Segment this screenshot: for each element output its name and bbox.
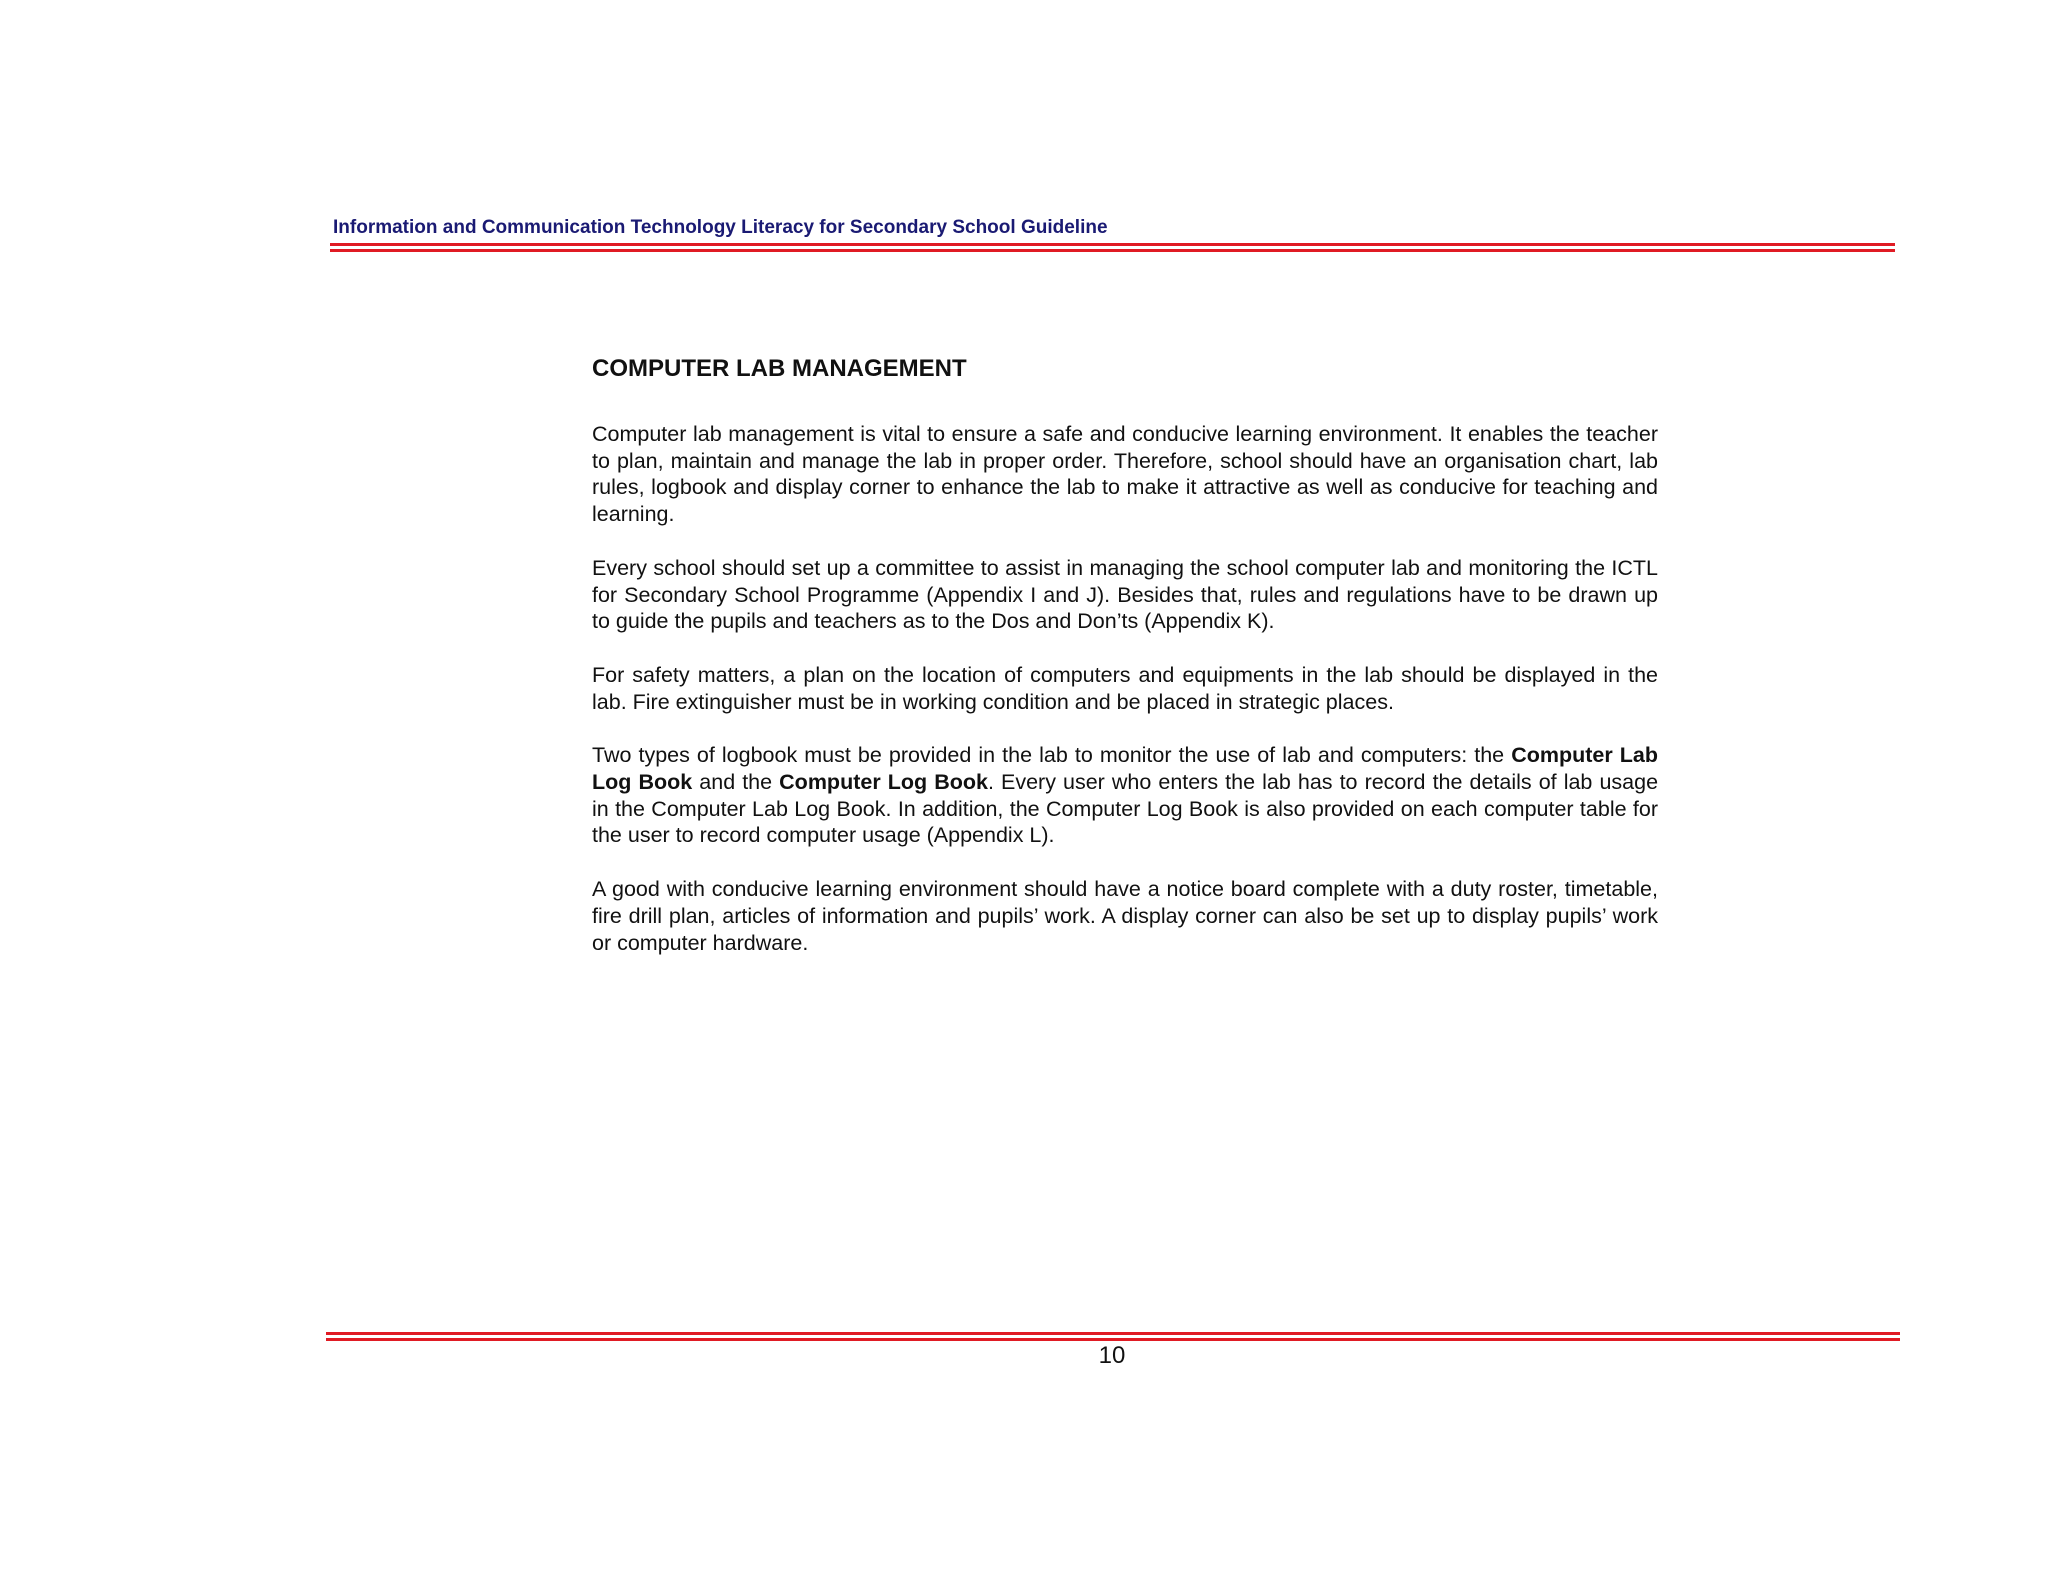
paragraph-2: Every school should set up a committee to assist in managing the school computer lab and monitoring the ICTL for Secondary School Programme (Appendix I and J). Besides that, rules and regulations have to be drawn up to guide the pupils and teachers as to the Dos and Don’ts (Appendix K). <box>592 555 1658 634</box>
running-header: Information and Communication Technology Literacy for Secondary School Guideline <box>333 217 1108 238</box>
header-rule-line-1 <box>330 243 1895 246</box>
header-rule-line-2 <box>330 249 1895 252</box>
paragraph-4-text-b: and the <box>692 770 780 795</box>
footer-double-rule <box>326 1332 1900 1342</box>
paragraph-1: Computer lab management is vital to ensure a safe and conducive learning environment. It enables the teacher to plan, maintain and manage the lab in proper order. Therefore, school should have an organisation chart, lab rules, logbook and display corner to enhance the lab to make it attractive as well as conducive for teaching and learning. <box>592 422 1658 527</box>
computer-log-book-term: Computer Log Book <box>779 770 988 795</box>
paragraph-4 <box>592 742 1658 849</box>
section-heading: COMPUTER LAB MANAGEMENT <box>592 355 967 382</box>
computer-lab-log-book-term: Computer Lab Log Book <box>592 743 1659 795</box>
page-number: 10 <box>1098 1342 1126 1369</box>
page-content <box>592 354 1658 983</box>
footer-rule-line-1 <box>326 1332 1900 1335</box>
paragraph-4-text-c: . Every user who enters the lab has to record the details of lab usage in the Computer Lab Log Book. In addition, the Computer Log Book is also provided on each computer table for the user to record computer usage (Appendix L). <box>592 770 1659 848</box>
header-double-rule <box>330 243 1895 253</box>
paragraph-4-text-a: Two types of logbook must be provided in the lab to monitor the use of lab and computers: the <box>592 743 1512 768</box>
paragraph-5: A good with conducive learning environment should have a notice board complete with a duty roster, timetable, fire drill plan, articles of information and pupils’ work. A display corner can also be set up to display pupils’ work or computer hardware. <box>592 877 1658 955</box>
footer-rule-line-2 <box>326 1338 1900 1341</box>
paragraph-3: For safety matters, a plan on the location of computers and equipments in the lab should be displayed in the lab. Fire extinguisher must be in working condition and be placed in strategic places. <box>592 662 1658 714</box>
